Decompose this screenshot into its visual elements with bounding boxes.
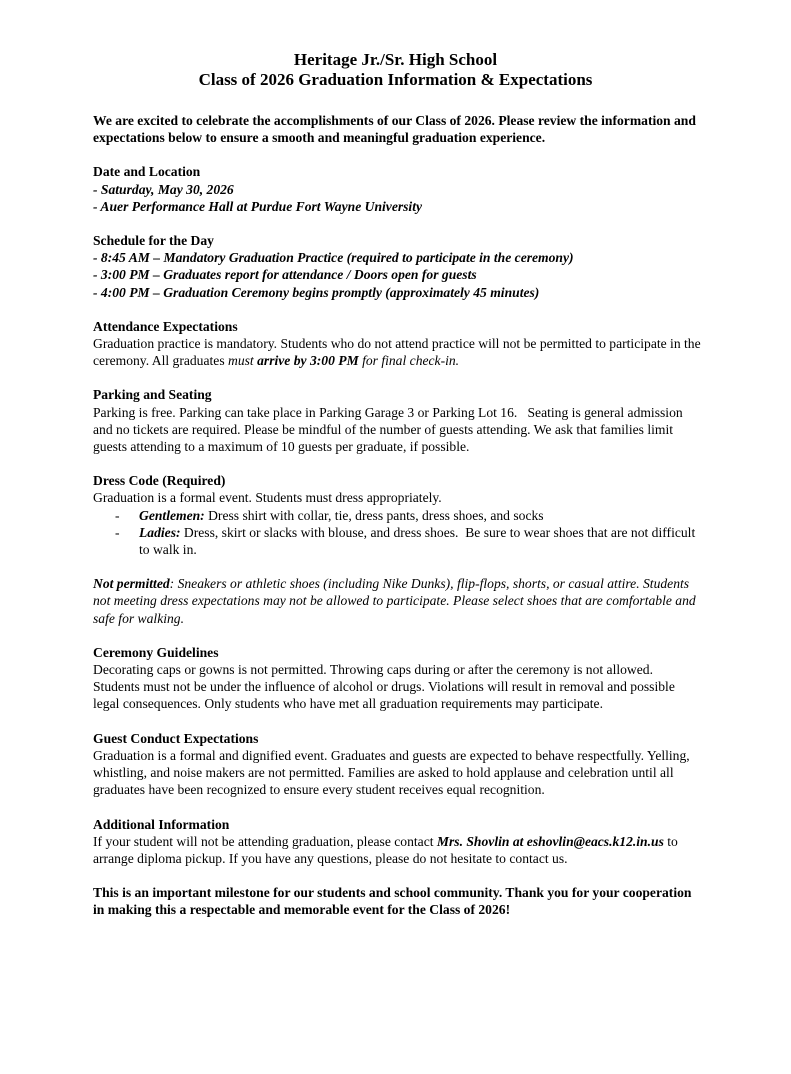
event-location: - Auer Performance Hall at Purdue Fort Wayne University — [93, 198, 423, 214]
contact-email: Mrs. Shovlin at eshovlin@eacs.k12.in.us — [436, 833, 664, 849]
date-location-section — [93, 163, 703, 215]
ceremony-text: Decorating caps or gowns is not permitted. Throwing caps during or after the ceremony is not allowed. Students must not be under the influence of alcohol or drugs. Violations will result in removal and possible legal consequences. Only students who have met all graduation requirements may participate. — [93, 662, 675, 712]
parking-section — [93, 386, 703, 455]
dress-code-section — [93, 472, 703, 558]
ladies-text: Dress, skirt or slacks with blouse, and dress shoes. Be sure to wear shoes that are not difficult to walk in. — [139, 524, 699, 558]
ceremony-section — [93, 644, 703, 713]
event-date: - Saturday, May 30, 2026 — [93, 181, 234, 197]
dress-code-text: Graduation is a formal event. Students must dress appropriately. — [93, 490, 442, 506]
document-title: Class of 2026 Graduation Information & Expectations — [198, 70, 593, 89]
attendance-section — [93, 318, 703, 370]
schedule-heading: Schedule for the Day — [93, 233, 214, 249]
schedule-section — [93, 232, 703, 301]
list-item — [93, 507, 703, 524]
additional-info-tail: to arrange diploma pickup. If you have any questions, please do not hesitate to contact us. — [93, 833, 678, 866]
not-permitted-section — [93, 575, 703, 627]
gentlemen-text: Dress shirt with collar, tie, dress pants, dress shoes, and socks — [204, 507, 544, 523]
additional-info-text — [93, 833, 703, 867]
additional-info-section — [93, 816, 703, 868]
not-permitted-text — [93, 575, 703, 627]
must-emphasis: must — [228, 353, 254, 369]
ladies-label: Ladies: — [139, 524, 181, 540]
dress-code-heading: Dress Code (Required) — [93, 473, 226, 489]
intro-paragraph: We are excited to celebrate the accomplishments of our Class of 2026. Please review the information and expectations below to ensure a smooth and meaningful graduation experience. — [93, 113, 696, 146]
not-permitted-label: Not permitted — [93, 576, 170, 592]
guest-conduct-text: Graduation is a formal and dignified event. Graduates and guests are expected to behave respectfully. Yelling, whistling, and noise makers are not permitted. Families are asked to hold applause and celebration until all graduates have been recognized to ensure every student receives equal recognition. — [93, 747, 690, 798]
check-in-text: for final check-in. — [358, 353, 460, 369]
guest-conduct-section — [93, 730, 703, 799]
list-dash: - — [115, 524, 120, 540]
guest-conduct-heading: Guest Conduct Expectations — [93, 730, 259, 746]
schedule-item: - 3:00 PM – Graduates report for attendance / Doors open for guests — [93, 267, 477, 283]
date-location-heading: Date and Location — [93, 164, 201, 180]
schedule-item: - 4:00 PM – Graduation Ceremony begins promptly (approximately 45 minutes) — [93, 284, 540, 300]
closing-paragraph: This is an important milestone for our students and school community. Thank you for your cooperation in making this a respectable and memorable event for the Class of 2026! — [93, 885, 692, 918]
attendance-text — [93, 335, 703, 369]
schedule-item: - 8:45 AM – Mandatory Graduation Practice (required to participate in the ceremony) — [93, 250, 574, 266]
parking-text: Parking is free. Parking can take place in Parking Garage 3 or Parking Lot 16. Seating is general admission and no tickets are required. Please be mindful of the number of guests attending. We ask that families limit guests attending to a maximum of 10 guests per graduate, if possible. — [93, 404, 687, 455]
gentlemen-label: Gentlemen: — [139, 507, 205, 523]
school-title: Heritage Jr./Sr. High School — [293, 50, 498, 69]
document-page — [0, 50, 791, 1074]
parking-heading: Parking and Seating — [93, 387, 212, 403]
list-dash: - — [115, 507, 120, 523]
not-permitted-body: : Sneakers or athletic shoes (including Nike Dunks), flip-flops, shorts, or casual attire. Students not meeting dress expectations may not be allowed to participate. Please select shoes that are comfortable and safe for walking. — [93, 576, 696, 626]
attendance-heading: Attendance Expectations — [93, 318, 238, 334]
attendance-body: Graduation practice is mandatory. Students who do not attend practice will not be permitted to participate in the ceremony. All graduates — [93, 336, 701, 369]
additional-info-body: If your student will not be attending graduation, please contact — [93, 833, 437, 849]
additional-info-heading: Additional Information — [93, 816, 230, 832]
list-item — [93, 524, 703, 558]
arrive-time-emphasis: arrive by 3:00 PM — [257, 353, 359, 369]
dress-code-list — [93, 507, 703, 559]
ceremony-heading: Ceremony Guidelines — [93, 644, 219, 660]
